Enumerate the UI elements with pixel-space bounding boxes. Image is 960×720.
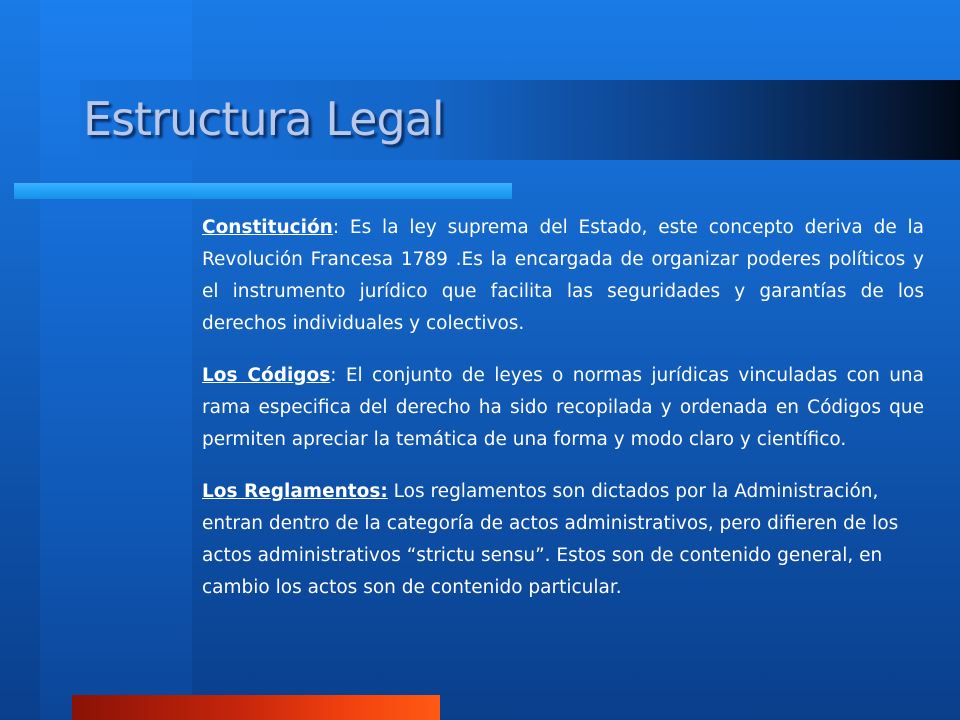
term-separator: : [330, 365, 337, 386]
slide-content [202, 212, 924, 624]
paragraph-reglamentos [202, 476, 924, 604]
bottom-accent-bar [72, 695, 440, 720]
term-reglamentos: Los Reglamentos: [202, 481, 388, 502]
accent-bar [14, 183, 512, 199]
paragraph-codigos [202, 360, 924, 456]
term-constitucion: Constitución [202, 217, 333, 238]
paragraph-text: El conjunto de leyes o normas jurídicas vinculadas con una rama especifica del derecho ha sido recopilada y ordenada en Códigos que permiten apreciar la temática de una forma y modo claro y científico. [202, 365, 924, 450]
paragraph-text: Los reglamentos son dictados por la Administración, entran dentro de la categoría de actos administrativos, pero difieren de los actos administrativos “strictu sensu”. Estos son de contenido general, en cambio los actos son de contenido particular. [202, 481, 899, 598]
term-separator: : [332, 217, 340, 238]
slide-title: Estructura Legal [83, 92, 444, 146]
term-codigos: Los Códigos [202, 365, 331, 386]
paragraph-constitucion [202, 212, 924, 340]
paragraph-text: Es la ley suprema del Estado, este concepto deriva de la Revolución Francesa 1789 .Es la encargada de organizar poderes políticos y el instrumento jurídico que facilita las seguridades y garantías de los derechos individuales y colectivos. [202, 217, 924, 334]
